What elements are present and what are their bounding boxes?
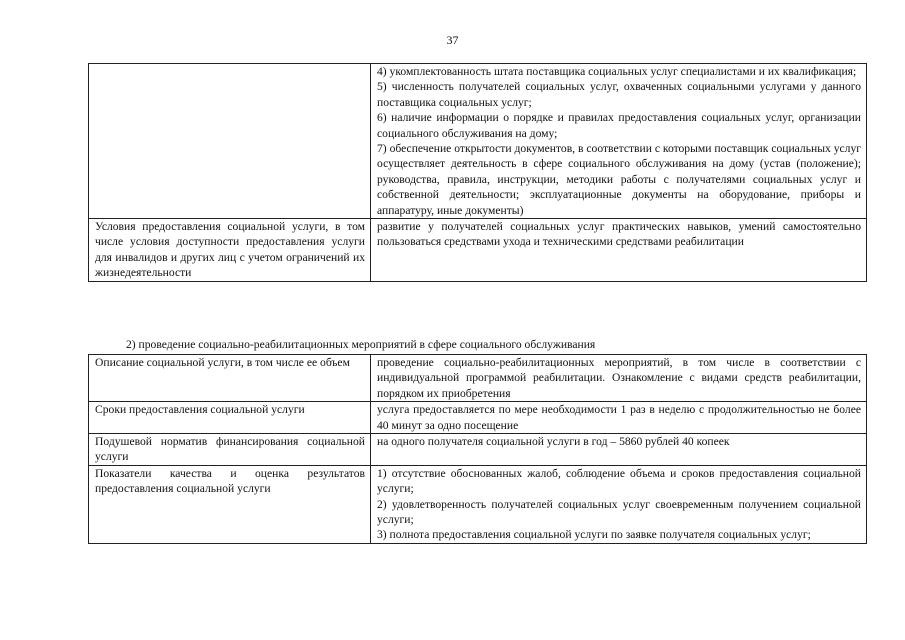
table-cell-empty [89,64,371,219]
conditions-label-cell: Условия предоставления социальной услуги, в том числе условия доступности предоставления услуги для инвалидов и других лиц с учетом ограничений их жизнедеятельности [89,219,371,282]
terms-label-cell: Сроки предоставления социальной услуги [89,402,371,434]
terms-value-cell: услуга предоставляется по мере необходимости 1 раз в неделю с продолжительностью не более 40 минут за одно посещение [371,402,867,434]
list-item: 5) численность получателей социальных услуг, охваченных социальными услугами у данного поставщика социальных услуг; [377,80,861,109]
list-item: 2) удовлетворенность получателей социальных услуг своевременным получением социальной услуги; [377,497,861,527]
table-row [89,219,867,282]
description-label-cell: Описание социальной услуги, в том числе ее объем [89,355,371,402]
table-row [89,355,867,402]
table-row [89,434,867,466]
services-table-bottom [88,354,867,544]
list-item: 3) полнота предоставления социальной услуги по заявке получателя социальных услуг; [377,528,811,542]
table-row [89,64,867,219]
financing-value-cell: на одного получателя социальной услуги в год – 5860 рублей 40 копеек [371,434,867,466]
conditions-value-cell: развитие у получателей социальных услуг практических навыков, умений самостоятельно пользоваться средствами ухода и техническими средствами реабилитации [371,219,867,282]
quality-label-cell: Показатели качества и оценка результатов предоставления социальной услуги [89,465,371,543]
table-row [89,465,867,543]
page-number: 37 [446,33,459,47]
services-table-top [88,63,867,282]
list-item: 6) наличие информации о порядке и правилах предоставления социальных услуг, организации социального обслуживания на дому; [377,111,861,140]
quality-indicators-cell [371,64,867,219]
list-item: 4) укомплектованность штата поставщика социальных услуг специалистами и их квалификация; [377,65,857,78]
list-item: 1) отсутствие обоснованных жалоб, соблюдение объема и сроков предоставления социальной услуги; [377,466,861,496]
quality-value-cell [371,465,867,543]
section-title: 2) проведение социально-реабилитационных мероприятий в сфере социального обслуживания [126,338,596,351]
list-item: 7) обеспечение открытости документов, в соответствии с которыми поставщик социальных услуг осуществляет деятельность в сфере социального обслуживания на дому (устав (положение); руководства, правила, инструкции, методики работы с получателями социальных услуг и собственной деятельности; эксплуатационные документы на оборудование, приборы и аппаратуру, иные документы) [377,142,861,217]
description-value-cell: проведение социально-реабилитационных мероприятий, в том числе в соответствии с индивидуальной программой реабилитации. Ознакомление с видами средств реабилитации, порядком их приобретения [371,355,867,402]
table-row [89,402,867,434]
financing-label-cell: Подушевой норматив финансирования социальной услуги [89,434,371,466]
